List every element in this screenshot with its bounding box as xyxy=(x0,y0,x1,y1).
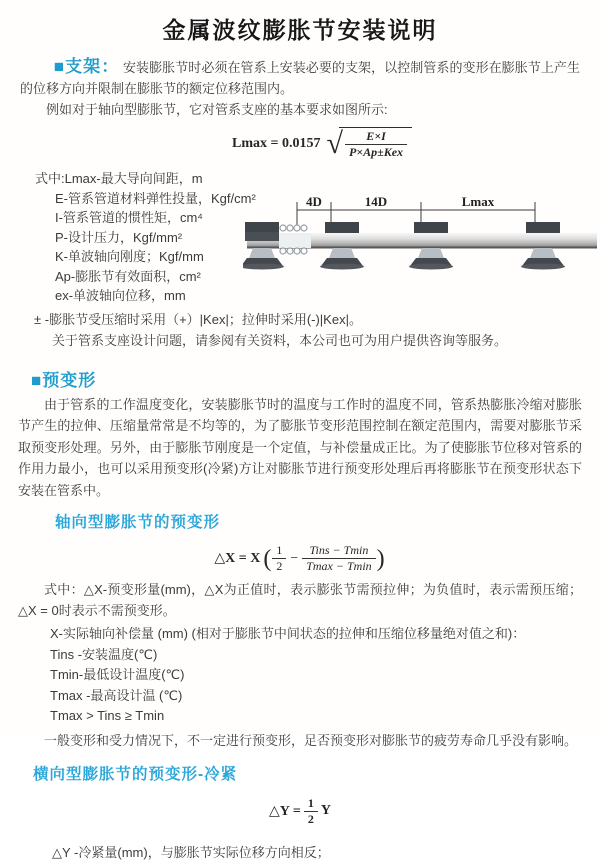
close-paren: ) xyxy=(376,545,385,572)
support-section-label: ■支架： xyxy=(53,57,120,76)
axial-formula-lhs: △X = X xyxy=(214,551,261,566)
definition-line: I-管系管道的惯性矩，cm⁴ xyxy=(55,210,203,225)
lmax-formula-lhs: Lmax = 0.0157 xyxy=(232,135,321,151)
definition-line: ex-单波轴向位移，mm xyxy=(55,288,186,303)
consult-note: 关于管系支座设计问题，请参阅有关资料，本公司也可为用户提供咨询等服务。 xyxy=(52,332,508,348)
definition-line: E-管系管道材料弹性投量，Kgf/cm² xyxy=(55,190,256,206)
lmax-formula-denominator: P×Ap±Kex xyxy=(348,145,404,159)
definition-line: Ap-膨胀节有效面积，cm² xyxy=(55,268,201,284)
dim-label-lmax: Lmax xyxy=(461,194,495,209)
predeform-section-label: ■预变形 xyxy=(31,370,97,390)
axial-note: 一般变形和受力情况下，不一定进行预变形，足否预变形对膨胀节的疲劳寿命几乎没有影响。 xyxy=(44,732,578,748)
axial-variable-line: Tmax -最高设计温 (℃) xyxy=(50,687,183,703)
temp-frac-denominator: Tmax − Tmin xyxy=(306,559,372,573)
open-paren: ( xyxy=(263,545,272,572)
axial-variable-line: Tmin-最低设计温度(℃) xyxy=(50,667,185,682)
radical-sign: √ xyxy=(326,126,343,160)
plus-minus-note: ± -膨胀节受压缩时采用（+）|Kex|；拉伸时采用(-)|Kex|。 xyxy=(34,311,362,327)
minus-sign: − xyxy=(290,550,299,566)
axial-predeform-formula xyxy=(214,543,385,574)
dim-label-4d: 4D xyxy=(306,194,322,209)
axial-formula-explain: 式中：△X-预变形量(mm)，△X为正值时，表示膨张节需预拉伸；为负值时，表示需预压缩；△X = 0时表示不需预变形。 xyxy=(18,582,582,618)
lateral-half-denominator: 2 xyxy=(307,811,314,826)
definition-line: K-单波轴向刚度；Kgf/mm xyxy=(55,249,204,264)
bellows-icon xyxy=(279,225,311,254)
lateral-formula-lhs: △Y = xyxy=(269,803,301,819)
definition-line: 式中:Lmax-最大导向间距，m xyxy=(35,171,203,186)
axial-variable-line: Tins -安装温度(℃) xyxy=(50,646,158,662)
definitions-and-diagram xyxy=(20,169,580,306)
axial-variable-line: Tmax > Tins ≥ Tmin xyxy=(50,708,165,723)
support-intro-paragraph xyxy=(20,56,580,99)
lateral-note: △Y -冷紧量(mm)，与膨胀节实际位移方向相反； xyxy=(52,844,330,860)
predeform-body-paragraph: 由于管系的工作温度变化，安装膨胀节时的温度与工作时的温度不同，管系热膨胀冷缩对膨胀节产生的拉伸、压缩量常常是不均等的，为了膨胀节变形范围控制在额定范围内，需要对膨胀节采取预变形处理。另外，由于膨胀节刚度是一个定值，与补偿量成正比。为了使膨胀节位移对管系的作用力最小，也可以采用预变形(冷紧)方让对膨胀节进行预变形处理后再将膨胀节在预变形状态下安装在管系中。 xyxy=(18,396,582,498)
support-intro-text: 安装膨胀节时必须在管系上安装必要的支架，以控制管系的变形在膨胀节上产生的位移方向并限制在膨胀节的额定位移范围内。 xyxy=(20,60,580,96)
half-numerator: 1 xyxy=(272,543,286,559)
support-example-line: 例如对于轴向型膨胀节，它对管系支座的基本要求如图所示: xyxy=(46,102,388,117)
dim-label-14d: 14D xyxy=(364,194,388,209)
radicand xyxy=(339,127,412,160)
half-denominator: 2 xyxy=(276,559,283,573)
axial-variable-list xyxy=(0,624,600,727)
lateral-formula-rhs: Y xyxy=(320,803,331,818)
axial-predeform-heading: 轴向型膨胀节的预变形 xyxy=(55,514,221,531)
lateral-half-numerator: 1 xyxy=(304,796,318,812)
pipe-support-diagram xyxy=(243,193,599,290)
lateral-predeform-formula xyxy=(269,796,331,827)
temp-frac-numerator: Tins − Tmin xyxy=(302,543,375,559)
lmax-formula xyxy=(232,127,600,160)
axial-variable-line: X-实际轴向补偿量 (mm) (相对于膨胀节中间状态的拉伸和压缩位移量绝对值之和)： xyxy=(50,626,526,641)
definition-line: P-设计压力，Kgf/mm² xyxy=(55,229,183,245)
page-title: 金属波纹膨胀节安装说明 xyxy=(162,17,438,43)
lateral-predeform-heading: 横向型膨胀节的预变形-冷紧 xyxy=(33,765,238,783)
lmax-formula-numerator: E×I xyxy=(345,129,407,145)
